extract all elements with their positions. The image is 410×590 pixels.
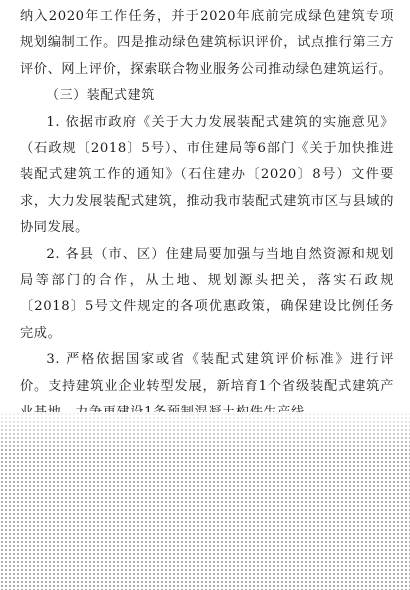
paragraph-intro-continued: 纳入2020年工作任务，并于2020年底前完成绿色建筑专项规划编制工作。四是推动绿色建筑标识评价，试点推行第三方评价、网上评价，探索联合物业服务公司推动绿色建筑运行。 xyxy=(20,9,394,77)
section-heading-prefab-buildings: （三）装配式建筑 xyxy=(46,88,155,104)
halftone-fade-edge xyxy=(0,412,410,452)
paragraph-item-2: 2. 各县（市、区）住建局要加强与当地自然资源和规划局等部门的合作，从土地、规划源头把关，落实石政规〔2018〕5号文件规定的各项优惠政策，确保建设比例任务完成。 xyxy=(20,246,394,341)
paragraph-item-3: 3. 严格依据国家或省《装配式建筑评价标准》进行评价。支持建筑业企业转型发展，新培育1个省级装配式建筑产 xyxy=(20,352,394,394)
paragraph-item-1: 1. 依据市政府《关于大力发展装配式建筑的实施意见》（石政规〔2018〕5号）、市住建局等6部门《关于加快推进装配式建筑工作的通知》（石住建办〔2020〕8号）文件要求，大力发展装配式建筑，推动我市装配式建筑市区与县域的协同发展。 xyxy=(20,114,394,236)
